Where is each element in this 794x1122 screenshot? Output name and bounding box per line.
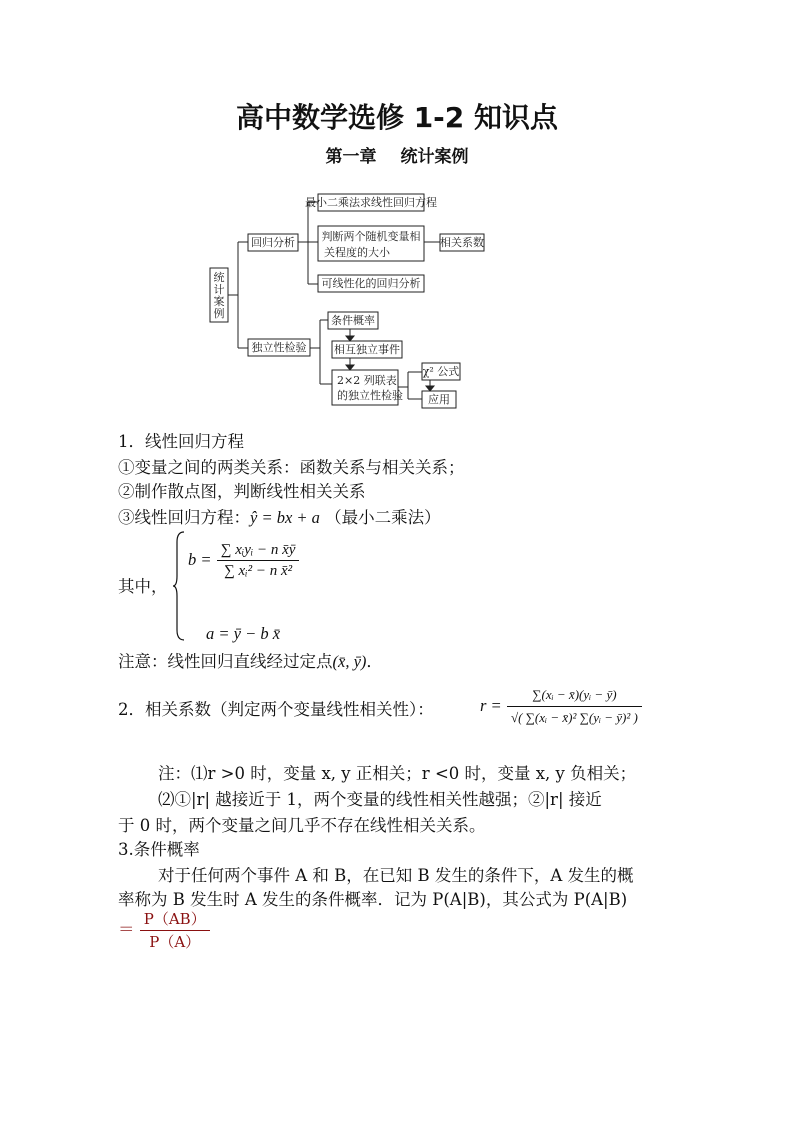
root-char: 计 xyxy=(213,283,225,296)
fixed-point: (x̄, ȳ) xyxy=(332,652,367,671)
a-formula: a = ȳ − b x̄ xyxy=(206,624,281,643)
s2-note2: ⑵①|r| 越接近于 1，两个变量的线性相关性越强；②|r| 接近 xyxy=(158,790,602,809)
b-denominator: ∑ xᵢ² − n x̄² xyxy=(224,563,293,579)
s1-note-prefix: 注意：线性回归直线经过定点 xyxy=(118,652,333,671)
s3-heading: 3.条件概率 xyxy=(118,840,200,859)
b-lhs: b = xyxy=(188,550,212,569)
r-formula xyxy=(480,684,642,729)
least-squares-label: 最小二乘法求线性回归方程 xyxy=(305,196,437,209)
regression-formula: ŷ = bx + a xyxy=(250,508,320,527)
regression-label: 回归分析 xyxy=(251,236,295,249)
r-denominator: √( ∑(xᵢ − x̄)² ∑(yᵢ − ȳ)² ) xyxy=(510,710,638,725)
conditional-label: 条件概率 xyxy=(331,314,375,327)
mutual-label: 相互独立事件 xyxy=(334,343,400,356)
s1-note-suffix: ． xyxy=(366,652,383,671)
knowledge-tree-diagram xyxy=(200,184,490,414)
judge-label-1: 判断两个随机变量相 xyxy=(321,230,421,243)
chi-label: χ² 公式 xyxy=(422,365,460,378)
table-label-2: 的独立性检验 xyxy=(337,389,403,402)
s1-item2: ②制作散点图，判断线性相关关系 xyxy=(118,482,366,501)
b-numerator: ∑ xᵢyᵢ − n x̄ȳ xyxy=(217,540,300,561)
b-formula xyxy=(188,540,299,581)
chapter-name: 统计案例 xyxy=(400,147,469,167)
corr-label: 相关系数 xyxy=(440,236,484,249)
s1-item3-prefix: ③线性回归方程： xyxy=(118,508,250,527)
linearizable-label: 可线性化的回归分析 xyxy=(321,277,421,290)
root-char: 例 xyxy=(213,307,225,320)
r-numerator: ∑(xᵢ − x̄)(yᵢ − ȳ) xyxy=(507,684,642,707)
s3-p2: 率称为 B 发生时 A 发生的条件概率．记为 P(A|B)，其公式为 P(A|B) xyxy=(118,890,628,909)
s2-note3: 于 0 时，两个变量之间几乎不存在线性相关关系。 xyxy=(118,816,486,835)
table-label-1: 2×2 列联表 xyxy=(337,374,397,387)
s1-heading: 1．线性回归方程 xyxy=(118,432,244,451)
s3-p1: 对于任何两个事件 A 和 B，在已知 B 发生的条件下，A 发生的概 xyxy=(158,866,634,885)
s2-heading: 2．相关系数（判定两个变量线性相关性）： xyxy=(118,700,434,719)
independence-label: 独立性检验 xyxy=(251,341,307,354)
s2-note1: 注：⑴r >0 时，变量 x, y 正相关；r <0 时，变量 x, y 负相关； xyxy=(158,764,637,783)
root-char: 统 xyxy=(213,271,225,284)
apply-label: 应用 xyxy=(428,393,450,406)
cond-denominator: P（A） xyxy=(149,933,201,951)
r-lhs: r = xyxy=(480,696,502,715)
s1-where: 其中， xyxy=(118,577,168,596)
page-title: 高中数学选修 1-2 知识点 xyxy=(235,101,559,134)
cond-eq: ＝ xyxy=(118,920,135,939)
s1-note xyxy=(118,650,383,674)
chapter-label: 第一章 xyxy=(325,147,377,167)
brace-icon xyxy=(172,530,186,642)
chapter-title xyxy=(0,142,794,167)
root-char: 案 xyxy=(213,295,225,308)
conditional-formula xyxy=(118,908,210,953)
s1-item3 xyxy=(118,506,441,530)
s1-item3-suffix: （最小二乘法） xyxy=(325,508,441,527)
s1-item1: ①变量之间的两类关系：函数关系与相关关系； xyxy=(118,458,465,477)
judge-label-2: 关程度的大小 xyxy=(324,246,390,259)
cond-numerator: P（AB） xyxy=(140,908,210,931)
